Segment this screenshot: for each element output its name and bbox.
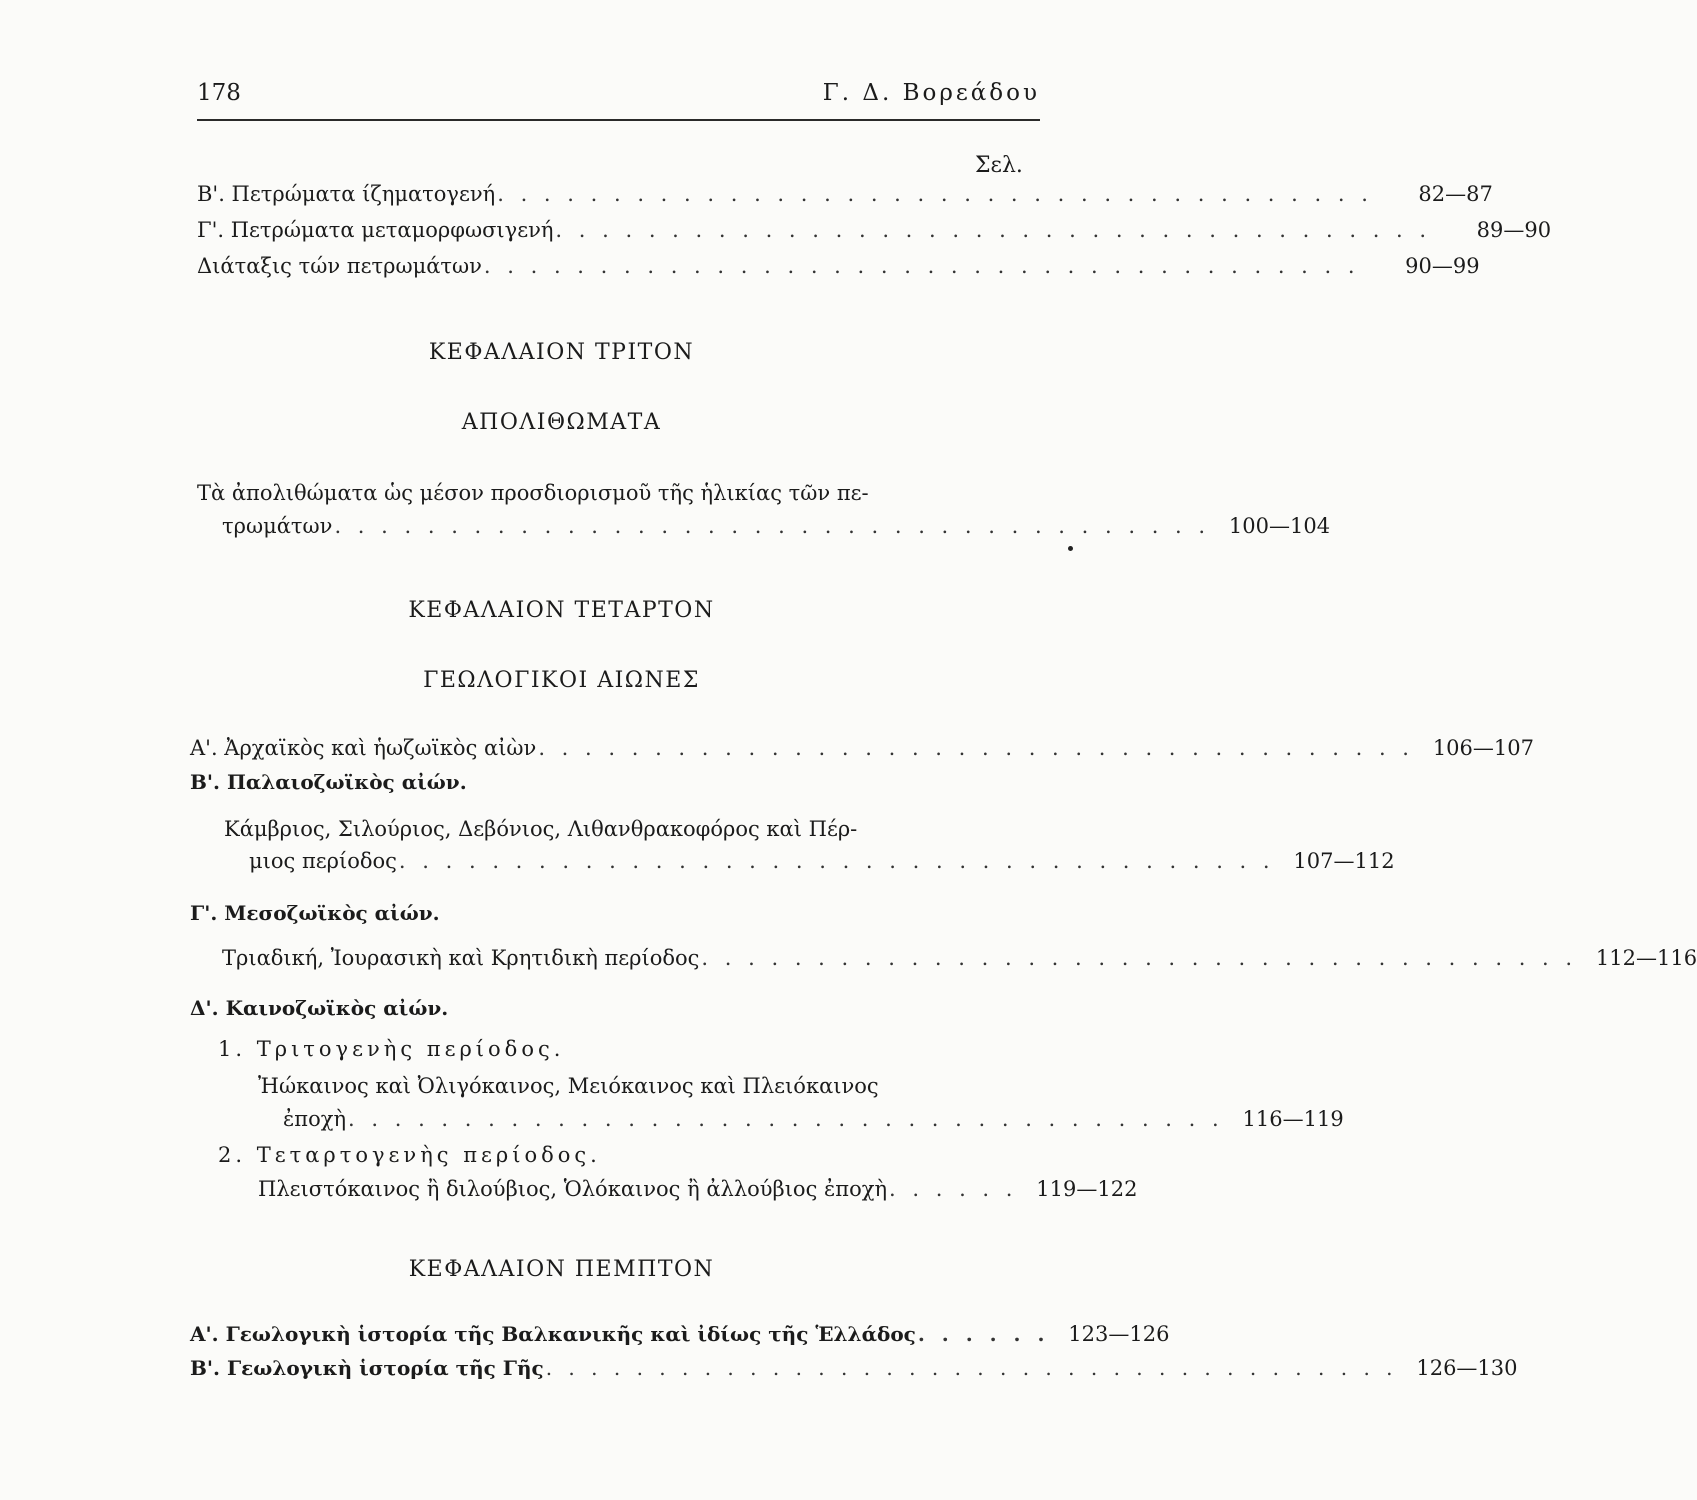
toc-entry	[222, 514, 1331, 544]
leader-dots: . . . . . . . . . . . . . . . . . . . . . . . . . . . . . . . . . . . . . .	[348, 1107, 1224, 1131]
page-number: 178	[197, 80, 241, 106]
toc-entry	[190, 736, 1534, 766]
leader-dots: . . . . . . . . . . . . . . . . . . . . . . . . . . . . . . . . . . . . . .	[555, 218, 1432, 242]
toc-entry	[197, 254, 1480, 284]
section-label: Γ'. Μεσοζωϊκὸς αἰών.	[190, 901, 440, 925]
toc-entry-pages: 106—107	[1432, 736, 1534, 760]
toc-entry	[249, 849, 1395, 879]
ink-speck	[1068, 546, 1073, 551]
leader-dots: . . . . . .	[917, 1322, 1050, 1346]
chapter-heading: ΚΕΦΑΛΑΙΟΝ ΤΕΤΑΡΤΟΝ	[408, 598, 715, 623]
toc-entry-label: Β'. Γεωλογικὴ ἱστορία τῆς Γῆς	[190, 1356, 544, 1380]
toc-entry-pages: 107—112	[1293, 849, 1395, 873]
toc-entry-label: Πλειστόκαινος ἢ διλούβιος, Ὁλόκαινος ἢ ἀλλούβιος ἐποχὴ	[258, 1177, 888, 1201]
chapter-title: ΑΠΟΛΙΘΩΜΑΤΑ	[461, 410, 662, 435]
chapter-title: ΓΕΩΛΟΓΙΚΟΙ ΑΙΩΝΕΣ	[423, 668, 700, 693]
toc-entry	[197, 218, 1552, 248]
toc-entry-pages: 116—119	[1242, 1107, 1344, 1131]
toc-entry-pages: 89—90	[1476, 218, 1552, 242]
toc-entry-pages: 119—122	[1036, 1177, 1138, 1201]
toc-entry-pages: 82—87	[1418, 182, 1493, 206]
toc-entry	[197, 182, 1493, 212]
leader-dots: . . . . . .	[889, 1177, 1018, 1201]
toc-entry-label: Κάμβριος, Σιλούριος, Δεβόνιος, Λιθανθρακοφόρος καὶ Πέρ-	[224, 817, 858, 841]
toc-entry-label: Τὰ ἀπολιθώματα ὡς μέσον προσδιορισμοῦ τῆς ἡλικίας τῶν πε-	[197, 481, 869, 505]
toc-entry-label: Τριαδική, Ἰουρασικὴ καὶ Κρητιδικὴ περίοδος	[222, 946, 700, 970]
toc-entry-label: Α'. Ἀρχαϊκὸς καὶ ἡωζωϊκὸς αἰὼν	[190, 736, 537, 760]
leader-dots: . . . . . . . . . . . . . . . . . . . . . . . . . . . . . . . . . . . . . .	[545, 1356, 1398, 1380]
page-header	[197, 80, 1040, 120]
toc-entry-pages: 90—99	[1405, 254, 1480, 278]
toc-entry-label: Διάταξις τών πετρωμάτων	[197, 254, 482, 278]
toc-entry	[283, 1107, 1344, 1137]
running-head: Γ. Δ. Βορεάδου	[822, 80, 1040, 106]
chapter-heading: ΚΕΦΑΛΑΙΟΝ ΠΕΜΠΤΟΝ	[408, 1257, 715, 1282]
toc-entry	[190, 1322, 1170, 1352]
toc-entry-pages: 112—116	[1595, 946, 1697, 970]
toc-entry-pages: 100—104	[1228, 514, 1331, 538]
toc-entry-pages: 123—126	[1068, 1322, 1170, 1346]
toc-entry	[190, 1356, 1518, 1386]
subsection-heading: 1. Τριτογενὴς περίοδος.	[218, 1037, 565, 1061]
toc-entry-label: Α'. Γεωλογικὴ ἱστορία τῆς Βαλκανικῆς καὶ ἰδίως τῆς Ἑλλάδος	[190, 1322, 916, 1346]
toc-entry-label: Β'. Πετρώματα ίζηματογενή	[197, 182, 496, 206]
chapter-heading: ΚΕΦΑΛΑΙΟΝ ΤΡΙΤΟΝ	[428, 340, 695, 365]
toc-entry-label: Γ'. Πετρώματα μεταμορφωσιγενή	[197, 218, 554, 242]
toc-entry-label: μιος περίοδος	[249, 849, 397, 873]
leader-dots: . . . . . . . . . . . . . . . . . . . . . . . . . . . . . . . . . . . . . .	[538, 736, 1414, 760]
toc-entry-pages: 126—130	[1416, 1356, 1518, 1380]
leader-dots: . . . . . . . . . . . . . . . . . . . . . . . . . . . . . . . . . . . . . .	[497, 182, 1373, 206]
leader-dots: . . . . . . . . . . . . . . . . . . . . . . . . . . . . . . . . . . . . . .	[398, 849, 1275, 873]
toc-entry	[222, 946, 1697, 976]
section-label: Δ'. Καινοζωϊκὸς αἰών.	[190, 996, 449, 1020]
toc-entry-label: Ἠώκαινος καὶ Ὀλιγόκαινος, Μειόκαινος καὶ Πλειόκαινος	[258, 1074, 879, 1098]
section-label: Β'. Παλαιοζωϊκὸς αἰών.	[190, 770, 467, 794]
page-column-label: Σελ.	[975, 153, 1023, 178]
toc-entry-label: ἐποχὴ	[283, 1107, 347, 1131]
leader-dots: . . . . . . . . . . . . . . . . . . . . . . . . . . . . . . . . . . . . . .	[334, 514, 1211, 538]
leader-dots: . . . . . . . . . . . . . . . . . . . . . . . . . . . . . . . . . . . . . .	[483, 254, 1360, 278]
header-rule	[197, 119, 1040, 121]
leader-dots: . . . . . . . . . . . . . . . . . . . . . . . . . . . . . . . . . . . . . .	[701, 946, 1578, 970]
toc-entry-label: τρωμάτων	[222, 514, 333, 538]
toc-entry	[258, 1177, 1138, 1207]
subsection-heading: 2. Τεταρτογενὴς περίοδος.	[218, 1143, 601, 1167]
